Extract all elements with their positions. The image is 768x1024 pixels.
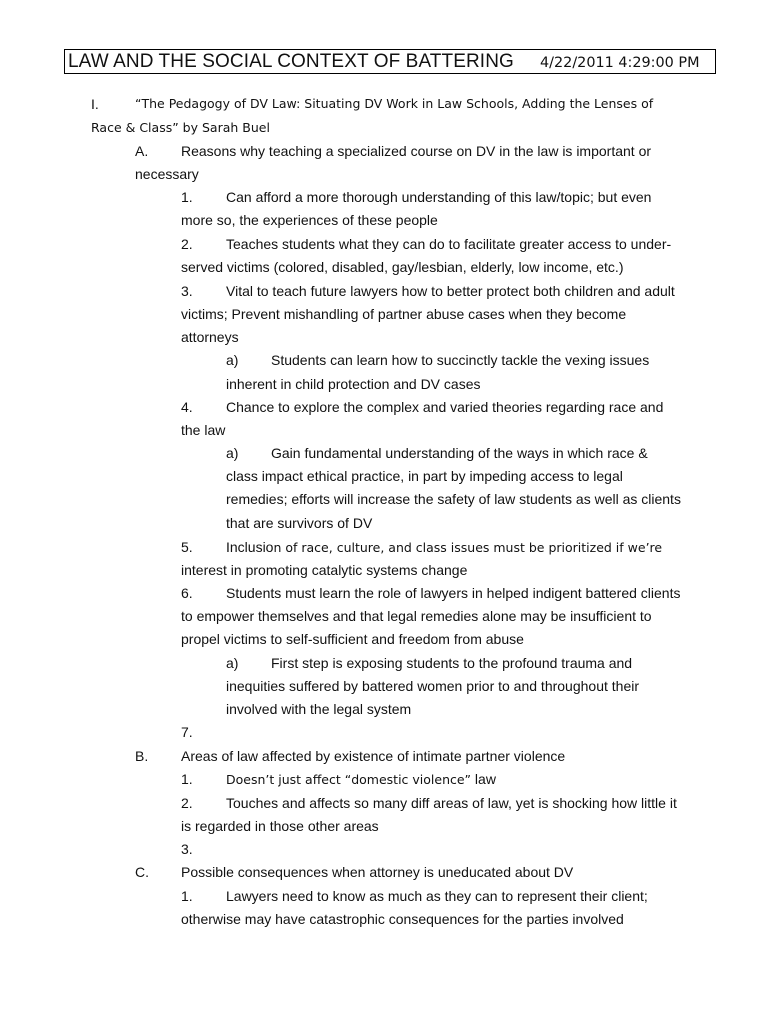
section-heading-line: Race & Class” by Sarah Buel <box>91 120 270 135</box>
list-item-label: 3. <box>181 283 193 299</box>
subsection-heading-line: Possible consequences when attorney is uneducated about DV <box>181 864 574 880</box>
sub-item-text: involved with the legal system <box>226 701 412 717</box>
list-item-text: is regarded in those other areas <box>181 818 379 834</box>
list-item-text: the law <box>181 422 226 438</box>
list-item-text: Lawyers need to know as much as they can to represent their client; <box>226 888 648 904</box>
list-item-text-part: Inclusio <box>226 539 274 555</box>
list-item-text-part: n of race, culture, and class issues must be prioritized if we’re <box>273 540 663 555</box>
section-heading-line: “The Pedagogy of DV Law: Situating DV Work in Law Schools, Adding the Lenses of <box>135 96 654 111</box>
list-item-text: Vital to teach future lawyers how to better protect both children and adult <box>226 283 675 299</box>
list-item-label: 2. <box>181 795 193 811</box>
sub-item-label: a) <box>226 445 239 461</box>
document-timestamp: 4/22/2011 4:29:00 PM <box>540 55 700 71</box>
subsection-heading-line: Areas of law affected by existence of intimate partner violence <box>181 748 566 764</box>
list-item-text-part: law <box>471 771 496 787</box>
list-item-label: 1. <box>181 888 193 904</box>
list-item-label: 1. <box>181 189 193 205</box>
list-item-text: Chance to explore the complex and varied theories regarding race and <box>226 399 664 415</box>
sub-item-label: a) <box>226 352 239 368</box>
sub-item-text: inherent in child protection and DV cases <box>226 376 481 392</box>
sub-item-text: inequities suffered by battered women prior to and throughout their <box>226 678 639 694</box>
sub-item-text: remedies; efforts will increase the safety of law students as well as clients <box>226 491 681 507</box>
list-item-text <box>226 537 662 558</box>
list-item-text: more so, the experiences of these people <box>181 212 438 228</box>
subsection-heading-line: necessary <box>135 166 199 182</box>
list-item-text-part: Doesn’t just affect “domestic violence” <box>226 772 472 787</box>
list-item-label: 1. <box>181 771 193 787</box>
list-item-text: Students must learn the role of lawyers in helped indigent battered clients <box>226 585 681 601</box>
document-title: LAW AND THE SOCIAL CONTEXT OF BATTERING <box>68 51 514 72</box>
list-item-text: to empower themselves and that legal remedies alone may be insufficient to <box>181 608 652 624</box>
sub-item-text: class impact ethical practice, in part by impeding access to legal <box>226 468 623 484</box>
sub-item-text: Gain fundamental understanding of the ways in which race & <box>271 445 648 461</box>
subsection-label: C. <box>135 864 149 880</box>
list-item-label: 6. <box>181 585 193 601</box>
section-label: I. <box>91 96 99 112</box>
list-item-text: Can afford a more thorough understanding of this law/topic; but even <box>226 189 652 205</box>
sub-item-text: First step is exposing students to the profound trauma and <box>271 655 633 671</box>
list-item-text: otherwise may have catastrophic consequences for the parties involved <box>181 911 624 927</box>
sub-item-text: Students can learn how to succinctly tackle the vexing issues <box>271 352 650 368</box>
list-item-text: propel victims to self-sufficient and freedom from abuse <box>181 631 524 647</box>
subsection-label: A. <box>135 143 149 159</box>
list-item-text: Touches and affects so many diff areas of law, yet is shocking how little it <box>226 795 677 811</box>
list-item-label: 5. <box>181 539 193 555</box>
list-item-text: Teaches students what they can do to facilitate greater access to under- <box>226 236 672 252</box>
sub-item-label: a) <box>226 655 239 671</box>
list-item-text <box>226 769 496 790</box>
list-item-text: attorneys <box>181 329 239 345</box>
list-item-label: 7. <box>181 724 193 740</box>
list-item-label: 2. <box>181 236 193 252</box>
subsection-heading-line: Reasons why teaching a specialized course on DV in the law is important or <box>181 143 652 159</box>
document-header <box>64 49 716 74</box>
list-item-text: served victims (colored, disabled, gay/lesbian, elderly, low income, etc.) <box>181 259 624 275</box>
list-item-text: victims; Prevent mishandling of partner abuse cases when they become <box>181 306 627 322</box>
sub-item-text: that are survivors of DV <box>226 515 373 531</box>
list-item-text: interest in promoting catalytic systems change <box>181 562 468 578</box>
list-item-label: 3. <box>181 841 193 857</box>
list-item-label: 4. <box>181 399 193 415</box>
subsection-label: B. <box>135 748 149 764</box>
